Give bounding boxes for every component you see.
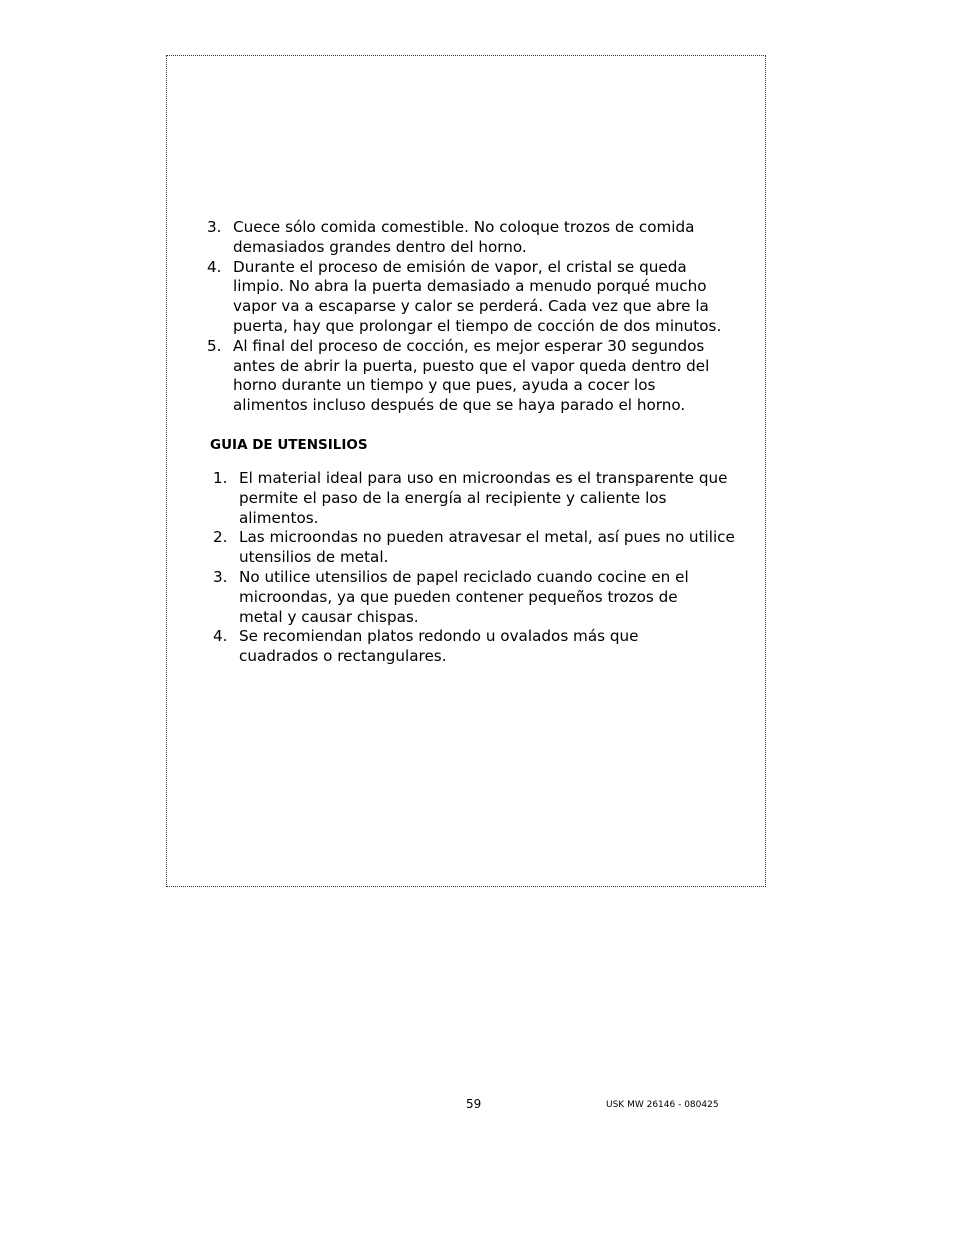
item-number: 4. xyxy=(213,627,228,646)
item-text-line: Las microondas no pueden atravesar el metal, así pues no utilice xyxy=(239,528,735,547)
list-item xyxy=(213,627,735,667)
item-number: 3. xyxy=(207,218,222,236)
list-item xyxy=(207,258,721,337)
item-number: 1. xyxy=(213,469,228,487)
item-text-line: horno durante un tiempo y que pues, ayuda a cocer los xyxy=(233,376,656,395)
item-text-line: microondas, ya que pueden contener pequeños trozos de xyxy=(239,587,678,606)
item-text-line: alimentos. xyxy=(239,508,319,527)
section-heading: GUIA DE UTENSILIOS xyxy=(210,437,368,453)
item-text-line: Se recomiendan platos redondo u ovalados más que xyxy=(239,627,639,646)
item-text-line: metal y causar chispas. xyxy=(239,607,419,626)
item-number: 3. xyxy=(213,567,228,586)
item-number: 5. xyxy=(207,336,222,355)
item-text-line: permite el paso de la energía al recipiente y caliente los xyxy=(239,488,667,507)
item-text-line: vapor va a escaparse y calor se perderá. Cada vez que abre la xyxy=(233,297,709,316)
item-text-line: antes de abrir la puerta, puesto que el vapor queda dentro del xyxy=(233,356,710,375)
list-item xyxy=(213,568,735,627)
list-item xyxy=(213,528,735,568)
item-text-line: utensilios de metal. xyxy=(239,548,389,567)
list-item xyxy=(207,337,721,416)
item-text-line: No utilice utensilios de papel reciclado cuando cocine en el xyxy=(239,567,689,586)
item-text-line: cuadrados o rectangulares. xyxy=(239,647,447,666)
item-text-line: Al final del proceso de cocción, es mejor esperar 30 segundos xyxy=(233,336,705,355)
item-text-line: demasiados grandes dentro del horno. xyxy=(233,237,527,256)
item-text-line: puerta, hay que prolongar el tiempo de cocción de dos minutos. xyxy=(233,316,722,335)
list-item xyxy=(207,218,721,258)
item-text-line: alimentos incluso después de que se haya parado el horno. xyxy=(233,396,686,415)
item-text-line: limpio. No abra la puerta demasiado a menudo porqué mucho xyxy=(233,277,707,296)
list-item xyxy=(213,469,735,528)
item-number: 2. xyxy=(213,528,228,547)
document-code: USK MW 26146 - 080425 xyxy=(606,1100,719,1110)
item-number: 4. xyxy=(207,257,222,276)
intro-list xyxy=(207,218,721,416)
item-text-line: Durante el proceso de emisión de vapor, el cristal se queda xyxy=(233,257,687,276)
item-text-line: El material ideal para uso en microondas es el transparente que xyxy=(239,469,728,487)
page-number: 59 xyxy=(466,1097,482,1111)
utensil-list xyxy=(213,469,735,667)
item-text-line: Cuece sólo comida comestible. No coloque trozos de comida xyxy=(233,218,695,236)
